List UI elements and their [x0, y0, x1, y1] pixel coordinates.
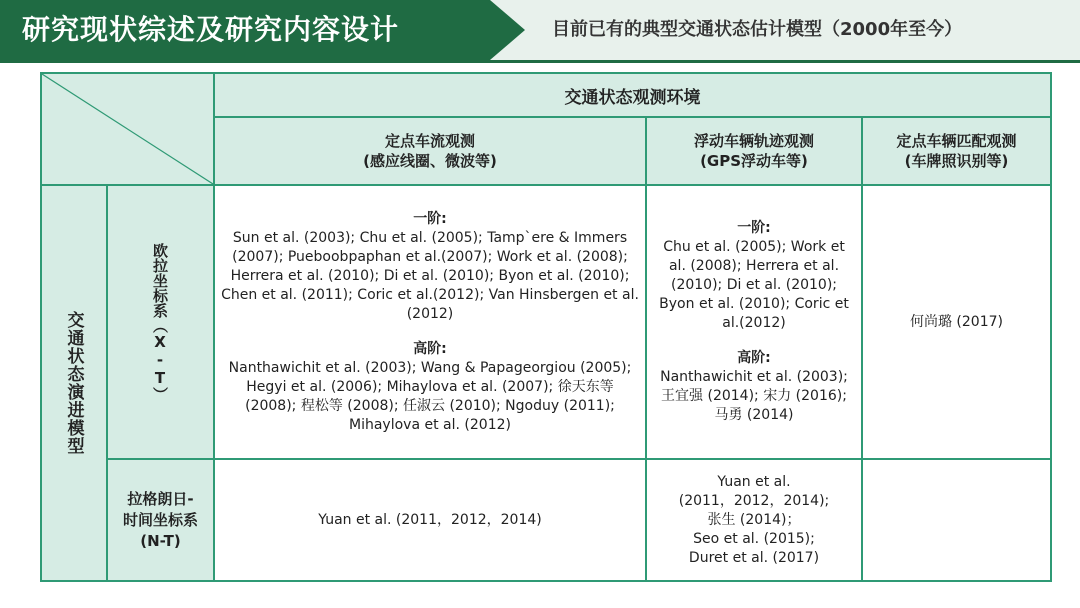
cell-lagrange-floating-car [646, 459, 862, 581]
row-label-lagrange-line3: (N-T) [140, 531, 181, 550]
column-header-vehicle-matching [862, 117, 1051, 185]
column-header-line1: 定点车辆匹配观测 [896, 132, 1017, 150]
column-header-line2: (感应线圈、微波等) [363, 152, 497, 170]
ref-line: (2011，2012，2014); [678, 492, 830, 509]
row-label-euler: 欧拉坐标系（X-T） [151, 242, 169, 402]
higher-order-label: 高阶: [737, 350, 771, 366]
cell-lagrange-vehicle-matching [862, 459, 1051, 581]
row-label-lagrange-line1: 拉格朗日- [127, 489, 194, 508]
column-header-fixed-flow [214, 117, 646, 185]
higher-order-refs: Nanthawichit et al. (2003); Wang & Papageorgiou (2005); Hegyi et al. (2006); Mihaylova et al. (2007); 徐天东等 (2008); 程松等 (2008); 任淑云 (2010); Ngoduy (2011); Mihaylova et al. (2012) [228, 359, 632, 433]
row-label-lagrange-cell [107, 459, 214, 581]
column-header-line2: (GPS浮动车等) [700, 152, 808, 170]
row-group-label: 交通状态演进模型 [63, 311, 84, 455]
page-title: 研究现状综述及研究内容设计 [22, 13, 400, 46]
page-subtitle: 目前已有的典型交通状态估计模型（2000年至今） [552, 19, 963, 40]
spacer [221, 324, 639, 340]
models-table [40, 72, 1052, 582]
cell-euler-fixed-flow [214, 185, 646, 459]
header-divider [0, 60, 1080, 63]
column-header-line1: 浮动车辆轨迹观测 [693, 132, 814, 150]
ref-line: Yuan et al. [717, 473, 791, 490]
ref-line: Seo et al. (2015); [693, 530, 815, 547]
corner-diagonal-line [42, 74, 213, 184]
cell-euler-floating-car [646, 185, 862, 459]
column-header-floating-car [646, 117, 862, 185]
row-label-euler-cell [107, 185, 214, 459]
column-header-line1: 定点车流观测 [384, 132, 475, 150]
env-title-cell: 交通状态观测环境 [214, 73, 1051, 117]
cell-lagrange-fixed-flow: Yuan et al. (2011，2012，2014) [214, 459, 646, 581]
row-group-label-cell [41, 185, 107, 581]
first-order-refs: Chu et al. (2005); Work et al. (2008); Herrera et al. (2010); Di et al. (2010); Byon et al. (2010); Coric et al.(2012) [659, 239, 849, 331]
spacer [653, 333, 855, 349]
first-order-refs: Sun et al. (2003); Chu et al. (2005); Tamp`ere & Immers (2007); Pueboobpaphan et al.(2007); Work et al. (2008); Herrera et al. (2010); Di et al. (2010); Byon et al. (2010); Chen et al. (2011); Coric et al.(2012); Van Hinsbergen et al.(2012) [221, 229, 639, 322]
ref-line: 张生 (2014)； [707, 511, 801, 528]
row-label-lagrange-line2: 时间坐标系 [122, 510, 198, 529]
table-corner-cell [41, 73, 214, 185]
higher-order-refs: Nanthawichit et al. (2003); 王宜强 (2014); 宋力 (2016); 马勇 (2014) [660, 369, 848, 423]
higher-order-label: 高阶: [413, 340, 447, 357]
ref-line: Duret et al. (2017) [688, 549, 820, 566]
column-header-line2: (车牌照识别等) [904, 152, 1009, 170]
cell-euler-vehicle-matching: 何尚璐 (2017) [862, 185, 1051, 459]
first-order-label: 一阶: [413, 210, 447, 227]
first-order-label: 一阶: [737, 220, 771, 236]
